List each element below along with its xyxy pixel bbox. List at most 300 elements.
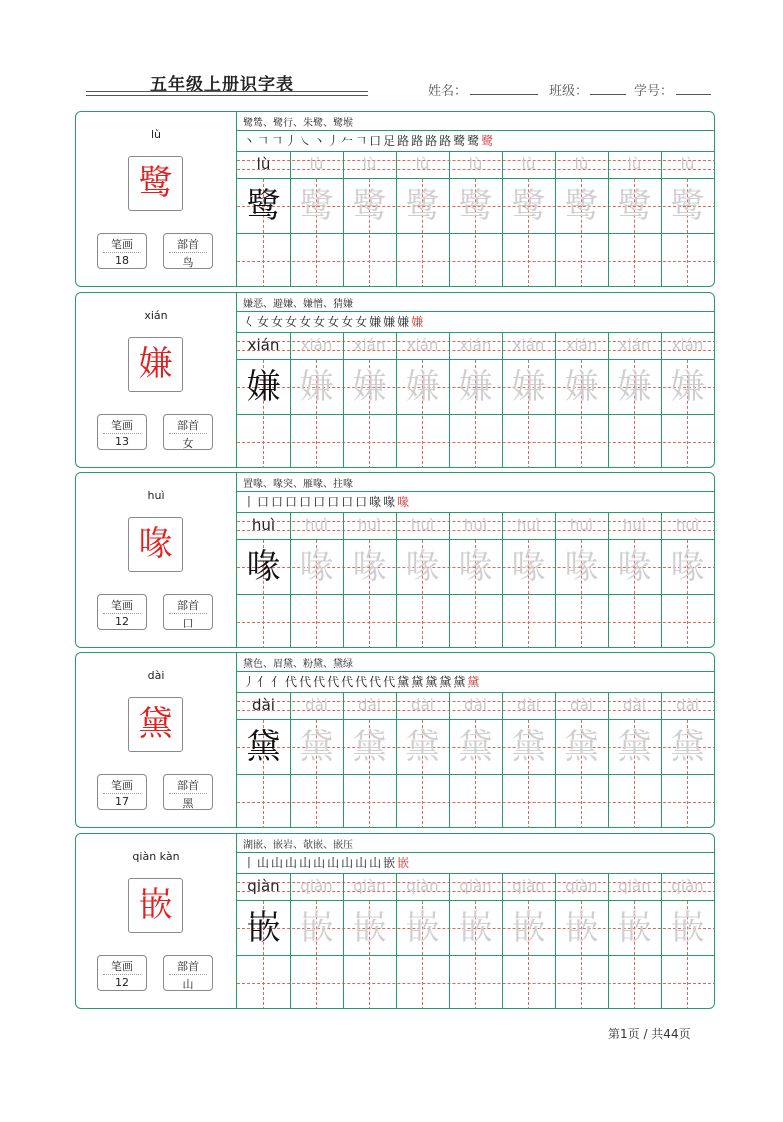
guide-line	[263, 596, 264, 648]
stroke-step: 女	[313, 315, 328, 329]
practice-grid	[236, 473, 715, 647]
example-words: 鹭鸶、鹭行、朱鹭、鹭堠	[243, 118, 353, 129]
trace-char[interactable]: 黛	[511, 727, 546, 767]
guide-line	[475, 235, 476, 287]
guide-line	[634, 957, 635, 1009]
practice-grid	[236, 293, 715, 467]
stroke-step: 口	[299, 495, 314, 509]
trace-char[interactable]: 鹭	[511, 186, 546, 226]
stroke-step: 路	[397, 134, 412, 148]
guide-line	[369, 957, 370, 1009]
stroke-step: 𠃍	[355, 134, 370, 148]
trace-char[interactable]: 喙	[405, 547, 440, 587]
stroke-order-row	[237, 491, 715, 513]
guide-line	[687, 957, 688, 1009]
trace-pinyin[interactable]: qiàn	[459, 877, 492, 895]
stroke-step: 代	[341, 675, 356, 689]
stroke-step: ㇏	[299, 134, 314, 148]
guide-line	[422, 596, 423, 648]
stroke-step: 路	[425, 134, 440, 148]
trace-pinyin[interactable]: dài	[411, 696, 434, 714]
radical-value: 山	[182, 978, 194, 991]
stroke-step: 丶	[313, 134, 328, 148]
trace-pinyin[interactable]: lù	[627, 155, 642, 173]
stroke-step: 𠃍	[257, 134, 272, 148]
stroke-step: 山	[299, 856, 314, 870]
stroke-sequence	[243, 132, 495, 149]
trace-pinyin[interactable]: huì	[516, 516, 541, 534]
radical-label: 部首	[177, 960, 199, 973]
example-words: 置喙、喙突、雁喙、拄喙	[243, 479, 353, 490]
example-words: 湖嵌、嵌岩、欹嵌、嵌压	[243, 840, 353, 851]
trace-char[interactable]: 嵌	[246, 908, 281, 948]
trace-pinyin[interactable]: huì	[410, 516, 435, 534]
radical-value: 女	[182, 437, 194, 450]
guide-line	[369, 776, 370, 828]
divider	[103, 974, 141, 975]
char-card	[75, 833, 715, 1009]
trace-pinyin[interactable]: dài	[517, 696, 540, 714]
char-info-panel	[76, 653, 236, 827]
char-display-box	[128, 517, 183, 572]
stroke-step: 黛	[411, 675, 426, 689]
trace-pinyin[interactable]: lù	[415, 155, 430, 173]
radical-box	[163, 594, 213, 630]
trace-pinyin[interactable]: qiàn	[618, 877, 651, 895]
trace-pinyin[interactable]: huì	[251, 516, 276, 534]
trace-char[interactable]: 黛	[670, 727, 705, 767]
example-words: 嫌恶、避嫌、嫌憎、猜嫌	[243, 299, 353, 310]
guide-line	[316, 596, 317, 648]
class-label: 班级：	[549, 84, 589, 99]
trace-char[interactable]: 黛	[564, 727, 599, 767]
trace-char[interactable]: 嫌	[352, 367, 387, 407]
char-glyph: 嵌	[138, 885, 173, 925]
blank-practice-row	[237, 415, 715, 468]
guide-line	[237, 261, 715, 262]
trace-pinyin[interactable]: huì	[463, 516, 488, 534]
stroke-step: 山	[285, 856, 300, 870]
guide-line	[263, 957, 264, 1009]
trace-char[interactable]: 鹭	[299, 186, 334, 226]
stroke-count-box	[97, 594, 147, 630]
trace-pinyin[interactable]: xián	[300, 336, 333, 354]
trace-char[interactable]: 嫌	[564, 367, 599, 407]
char-pinyin: xián	[144, 309, 168, 322]
trace-char[interactable]: 黛	[299, 727, 334, 767]
char-info-panel	[76, 293, 236, 467]
stroke-step: 嵌	[397, 856, 412, 870]
trace-char[interactable]: 鹭	[458, 186, 493, 226]
trace-char[interactable]: 嵌	[511, 908, 546, 948]
guide-line	[581, 596, 582, 648]
trace-pinyin[interactable]: dài	[623, 696, 646, 714]
char-display-box	[128, 697, 183, 752]
stroke-sequence	[243, 854, 411, 871]
name-field[interactable]	[470, 94, 538, 95]
stroke-count-label: 笔画	[111, 419, 133, 432]
guide-line	[687, 596, 688, 648]
stroke-step: 喙	[397, 495, 412, 509]
stroke-count-value: 18	[115, 254, 129, 267]
trace-pinyin[interactable]: xián	[353, 336, 386, 354]
trace-pinyin[interactable]: xián	[247, 336, 280, 354]
stroke-step: 山	[271, 856, 286, 870]
guide-line	[237, 983, 715, 984]
stroke-sequence	[243, 673, 481, 690]
student-id-label: 学号：	[634, 84, 674, 99]
trace-pinyin[interactable]: qiàn	[353, 877, 386, 895]
divider	[169, 433, 207, 434]
trace-pinyin[interactable]: xián	[512, 336, 545, 354]
practice-grid	[236, 112, 715, 286]
stroke-order-row	[237, 671, 715, 693]
trace-pinyin[interactable]: qiàn	[512, 877, 545, 895]
trace-char[interactable]: 嵌	[670, 908, 705, 948]
guide-line	[316, 235, 317, 287]
trace-char[interactable]: 嵌	[352, 908, 387, 948]
stroke-step: 𡿨	[243, 315, 258, 329]
stroke-step: 山	[257, 856, 272, 870]
divider	[103, 433, 141, 434]
trace-pinyin[interactable]: huì	[304, 516, 329, 534]
stroke-count-box	[97, 774, 147, 810]
trace-char[interactable]: 喙	[352, 547, 387, 587]
guide-line	[422, 957, 423, 1009]
guide-line	[263, 416, 264, 468]
stroke-step: 路	[439, 134, 454, 148]
trace-pinyin[interactable]: dài	[464, 696, 487, 714]
stroke-step: 鹭	[481, 134, 496, 148]
title-underline-second	[86, 95, 368, 96]
practice-grid	[236, 653, 715, 827]
stroke-step: 女	[341, 315, 356, 329]
trace-pinyin[interactable]: dài	[358, 696, 381, 714]
title-underline	[86, 91, 368, 92]
guide-line	[634, 416, 635, 468]
trace-pinyin[interactable]: xián	[406, 336, 439, 354]
stroke-step: 亻	[271, 675, 286, 689]
guide-line	[475, 596, 476, 648]
trace-char[interactable]: 鹭	[564, 186, 599, 226]
blank-practice-row	[237, 956, 715, 1009]
trace-pinyin[interactable]: lù	[680, 155, 695, 173]
trace-char[interactable]: 黛	[617, 727, 652, 767]
stroke-step: 黛	[397, 675, 412, 689]
divider	[169, 252, 207, 253]
guide-line	[237, 622, 715, 623]
trace-char[interactable]: 喙	[670, 547, 705, 587]
trace-pinyin[interactable]: huì	[357, 516, 382, 534]
char-glyph: 鹭	[138, 163, 173, 203]
stroke-order-row	[237, 130, 715, 152]
guide-line	[475, 416, 476, 468]
guide-line	[369, 416, 370, 468]
char-card	[75, 472, 715, 648]
guide-line	[687, 776, 688, 828]
trace-pinyin[interactable]: lù	[362, 155, 377, 173]
char-card	[75, 111, 715, 287]
guide-line	[422, 416, 423, 468]
guide-line	[581, 416, 582, 468]
trace-char[interactable]: 嵌	[564, 908, 599, 948]
stroke-step: 女	[355, 315, 370, 329]
trace-char[interactable]: 嫌	[670, 367, 705, 407]
guide-line	[422, 776, 423, 828]
trace-pinyin[interactable]: qiàn	[565, 877, 598, 895]
trace-pinyin[interactable]: qiàn	[300, 877, 333, 895]
stroke-step: 代	[369, 675, 384, 689]
stroke-step: 山	[327, 856, 342, 870]
trace-char[interactable]: 喙	[564, 547, 599, 587]
guide-line	[528, 235, 529, 287]
char-info-panel	[76, 834, 236, 1008]
char-card	[75, 292, 715, 468]
guide-line	[475, 776, 476, 828]
stroke-step: 代	[383, 675, 398, 689]
stroke-step: 口	[257, 495, 272, 509]
divider	[169, 793, 207, 794]
trace-char[interactable]: 嵌	[617, 908, 652, 948]
trace-pinyin[interactable]: qiàn	[406, 877, 439, 895]
radical-box	[163, 955, 213, 991]
stroke-order-row	[237, 311, 715, 333]
stroke-count-box	[97, 955, 147, 991]
char-pinyin: dài	[147, 669, 165, 682]
trace-char[interactable]: 鹭	[246, 186, 281, 226]
stroke-sequence	[243, 313, 425, 330]
trace-char[interactable]: 鹭	[405, 186, 440, 226]
trace-char[interactable]: 鹭	[617, 186, 652, 226]
stroke-count-value: 12	[115, 615, 129, 628]
page-counter: 第1页 / 共44页	[608, 1027, 691, 1041]
trace-pinyin[interactable]: dài	[676, 696, 699, 714]
trace-pinyin[interactable]: dài	[305, 696, 328, 714]
stroke-step: 喙	[369, 495, 384, 509]
char-pinyin: qiàn kàn	[132, 850, 180, 863]
stroke-step: 足	[383, 134, 398, 148]
stroke-step: 口	[341, 495, 356, 509]
divider	[169, 613, 207, 614]
trace-char[interactable]: 嫌	[405, 367, 440, 407]
stroke-count-label: 笔画	[111, 779, 133, 792]
char-pinyin: lù	[150, 128, 162, 141]
stroke-step: 嫌	[411, 315, 426, 329]
trace-char[interactable]: 鹭	[670, 186, 705, 226]
trace-pinyin[interactable]: qiàn	[671, 877, 704, 895]
divider	[169, 974, 207, 975]
char-pinyin: huì	[147, 489, 165, 502]
stroke-step: 黛	[467, 675, 482, 689]
example-words: 黛色、眉黛、粉黛、黛绿	[243, 659, 353, 670]
stroke-step: 丿	[327, 134, 342, 148]
divider	[103, 252, 141, 253]
stroke-step: 喙	[383, 495, 398, 509]
guide-line	[422, 235, 423, 287]
stroke-step: 口	[355, 495, 370, 509]
trace-char[interactable]: 嫌	[617, 367, 652, 407]
stroke-count-label: 笔画	[111, 599, 133, 612]
char-display-box	[128, 878, 183, 933]
stroke-step: 黛	[439, 675, 454, 689]
trace-char[interactable]: 喙	[617, 547, 652, 587]
guide-line	[316, 776, 317, 828]
trace-char[interactable]: 鹭	[352, 186, 387, 226]
guide-line	[634, 776, 635, 828]
trace-char[interactable]: 黛	[352, 727, 387, 767]
stroke-step: 女	[257, 315, 272, 329]
stroke-step: 山	[313, 856, 328, 870]
trace-char[interactable]: 喙	[299, 547, 334, 587]
guide-line	[528, 776, 529, 828]
stroke-step: 山	[341, 856, 356, 870]
trace-char[interactable]: 嫌	[246, 367, 281, 407]
trace-char[interactable]: 嫌	[299, 367, 334, 407]
guide-line	[369, 235, 370, 287]
stroke-step: 口	[313, 495, 328, 509]
stroke-step: 代	[299, 675, 314, 689]
trace-pinyin[interactable]: xián	[459, 336, 492, 354]
guide-line	[528, 416, 529, 468]
stroke-step: 口	[369, 134, 384, 148]
guide-line	[581, 235, 582, 287]
char-card	[75, 652, 715, 828]
trace-char[interactable]: 嵌	[299, 908, 334, 948]
char-display-box	[128, 156, 183, 211]
stroke-step: 女	[285, 315, 300, 329]
trace-char[interactable]: 喙	[458, 547, 493, 587]
stroke-step: 丿	[243, 675, 258, 689]
radical-label: 部首	[177, 779, 199, 792]
stroke-step: 口	[327, 495, 342, 509]
stroke-step: 女	[271, 315, 286, 329]
guide-line	[634, 235, 635, 287]
radical-label: 部首	[177, 599, 199, 612]
trace-pinyin[interactable]: xián	[671, 336, 704, 354]
trace-char[interactable]: 黛	[405, 727, 440, 767]
stroke-step: 女	[299, 315, 314, 329]
stroke-step: 𠃍	[271, 134, 286, 148]
stroke-step: 口	[285, 495, 300, 509]
trace-pinyin[interactable]: lù	[468, 155, 483, 173]
stroke-step: 丨	[243, 495, 258, 509]
trace-char[interactable]: 喙	[246, 547, 281, 587]
trace-char[interactable]: 嵌	[458, 908, 493, 948]
stroke-step: 丶	[243, 134, 258, 148]
trace-pinyin[interactable]: lù	[309, 155, 324, 173]
trace-pinyin[interactable]: dài	[570, 696, 593, 714]
guide-line	[316, 957, 317, 1009]
stroke-count-value: 13	[115, 435, 129, 448]
char-info-panel	[76, 473, 236, 647]
blank-practice-row	[237, 775, 715, 828]
name-label: 姓名：	[428, 84, 468, 99]
stroke-step: 代	[355, 675, 370, 689]
stroke-count-box	[97, 233, 147, 269]
trace-pinyin[interactable]: lù	[256, 155, 271, 173]
blank-practice-row	[237, 595, 715, 648]
trace-char[interactable]: 黛	[246, 727, 281, 767]
stroke-step: 女	[327, 315, 342, 329]
stroke-step: 代	[313, 675, 328, 689]
radical-value: 口	[182, 617, 194, 630]
trace-char[interactable]: 嫌	[458, 367, 493, 407]
guide-line	[263, 776, 264, 828]
stroke-step: 丨	[243, 856, 258, 870]
stroke-step: 黛	[453, 675, 468, 689]
stroke-step: 鹭	[467, 134, 482, 148]
stroke-count-label: 笔画	[111, 960, 133, 973]
divider	[103, 793, 141, 794]
blank-practice-row	[237, 234, 715, 287]
practice-grid	[236, 834, 715, 1008]
radical-value: 鸟	[182, 256, 194, 269]
stroke-step: 代	[285, 675, 300, 689]
char-glyph: 嫌	[138, 344, 173, 384]
stroke-step: 丿	[285, 134, 300, 148]
guide-line	[475, 957, 476, 1009]
stroke-step: 路	[411, 134, 426, 148]
stroke-step: 嫌	[383, 315, 398, 329]
trace-pinyin[interactable]: xián	[618, 336, 651, 354]
stroke-step: 口	[271, 495, 286, 509]
guide-line	[528, 957, 529, 1009]
divider	[103, 613, 141, 614]
radical-box	[163, 233, 213, 269]
stroke-count-value: 17	[115, 795, 129, 808]
stroke-count-value: 12	[115, 976, 129, 989]
stroke-order-row	[237, 852, 715, 874]
trace-char[interactable]: 嵌	[405, 908, 440, 948]
radical-label: 部首	[177, 238, 199, 251]
trace-pinyin[interactable]: huì	[569, 516, 594, 534]
char-glyph: 喙	[138, 524, 173, 564]
stroke-step: 代	[327, 675, 342, 689]
guide-line	[263, 235, 264, 287]
stroke-step: 嫌	[397, 315, 412, 329]
radical-value: 黑	[182, 797, 194, 810]
stroke-step: 黛	[425, 675, 440, 689]
trace-pinyin[interactable]: huì	[675, 516, 700, 534]
trace-pinyin[interactable]: xián	[565, 336, 598, 354]
trace-char[interactable]: 喙	[511, 547, 546, 587]
page-title: 五年级上册识字表	[150, 75, 294, 95]
stroke-step: 山	[369, 856, 384, 870]
guide-line	[581, 776, 582, 828]
guide-line	[528, 596, 529, 648]
trace-pinyin[interactable]: huì	[622, 516, 647, 534]
class-field[interactable]	[590, 94, 626, 95]
stroke-sequence	[243, 493, 411, 510]
student-id-field[interactable]	[676, 94, 711, 95]
trace-pinyin[interactable]: lù	[521, 155, 536, 173]
guide-line	[581, 957, 582, 1009]
trace-pinyin[interactable]: qiàn	[247, 877, 280, 895]
guide-line	[237, 802, 715, 803]
radical-box	[163, 774, 213, 810]
trace-char[interactable]: 黛	[458, 727, 493, 767]
trace-pinyin[interactable]: dài	[252, 696, 275, 714]
stroke-step: 嫌	[369, 315, 384, 329]
radical-box	[163, 414, 213, 450]
radical-label: 部首	[177, 419, 199, 432]
char-display-box	[128, 337, 183, 392]
trace-char[interactable]: 嫌	[511, 367, 546, 407]
guide-line	[634, 596, 635, 648]
trace-pinyin[interactable]: lù	[574, 155, 589, 173]
stroke-step: 山	[355, 856, 370, 870]
stroke-step: 鹭	[453, 134, 468, 148]
